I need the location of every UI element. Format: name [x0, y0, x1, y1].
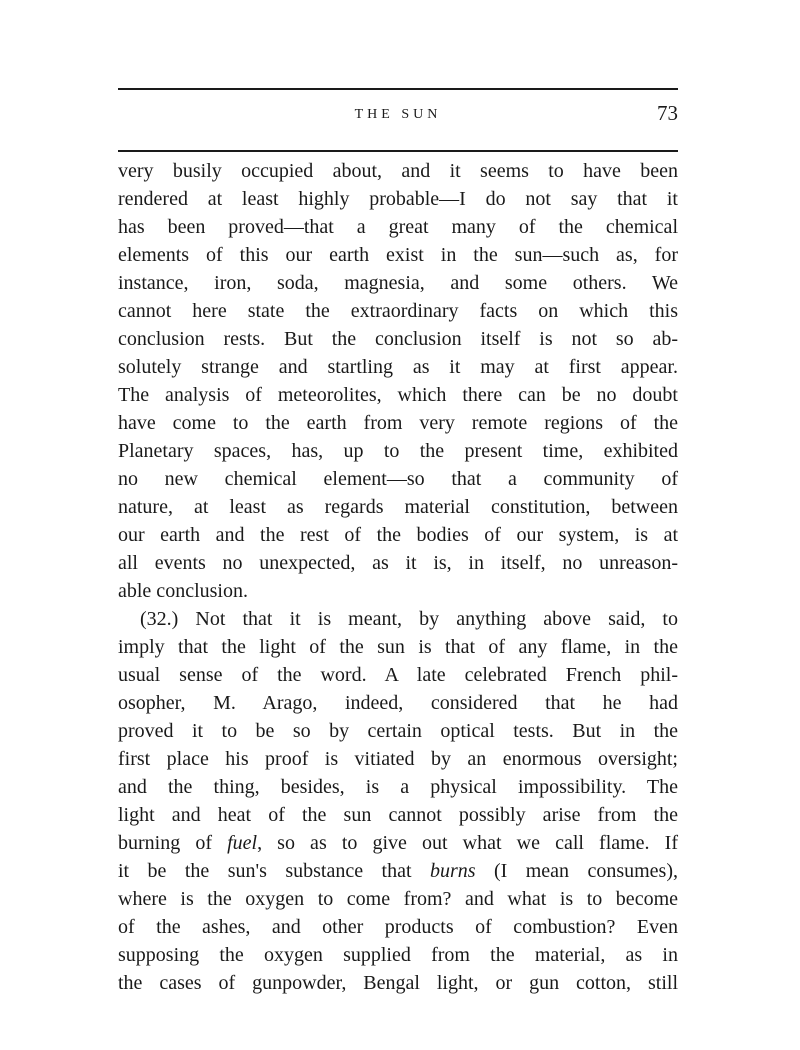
- text-line: imply that the light of the sun is that of any flame, in the: [118, 636, 678, 658]
- text-line: rendered at least highly probable—I do not say that it: [118, 188, 678, 210]
- text-line: solutely strange and startling as it may at first appear.: [118, 356, 678, 378]
- text-line: has been proved—that a great many of the chemical: [118, 216, 678, 238]
- text-line: proved it to be so by certain optical tests. But in the: [118, 720, 678, 742]
- text-line: supposing the oxygen supplied from the material, as in: [118, 944, 678, 966]
- text-line: have come to the earth from very remote regions of the: [118, 412, 678, 434]
- text-line: and the thing, besides, is a physical impossibility. The: [118, 776, 678, 798]
- page-number: 73: [657, 101, 678, 125]
- text-line: cannot here state the extraordinary facts on which this: [118, 300, 678, 322]
- text-line: nature, at least as regards material constitution, between: [118, 496, 678, 518]
- text-line: our earth and the rest of the bodies of our system, is at: [118, 524, 678, 546]
- text-line: usual sense of the word. A late celebrated French phil-: [118, 664, 678, 686]
- text-line: able conclusion.: [118, 580, 248, 602]
- text-line: light and heat of the sun cannot possibly arise from the: [118, 804, 678, 826]
- running-title: THE SUN: [354, 107, 442, 122]
- text-line: conclusion rests. But the conclusion itself is not so ab-: [118, 328, 678, 350]
- text-line: the cases of gunpowder, Bengal light, or gun cotton, still: [118, 972, 678, 994]
- text-line: osopher, M. Arago, indeed, considered that he had: [118, 692, 678, 714]
- text-line: where is the oxygen to come from? and what is to become: [118, 888, 678, 910]
- text-line: all events no unexpected, as it is, in itself, no unreason-: [118, 552, 678, 574]
- body-text: [118, 157, 678, 997]
- text-line: no new chemical element—so that a community of: [118, 468, 678, 490]
- text-line: instance, iron, soda, magnesia, and some others. We: [118, 272, 678, 294]
- header-rule-top: [118, 88, 678, 90]
- text-line: (32.) Not that it is meant, by anything above said, to: [140, 608, 678, 630]
- text-line: Planetary spaces, has, up to the present time, exhibited: [118, 440, 678, 462]
- text-line: first place his proof is vitiated by an enormous oversight;: [118, 748, 678, 770]
- text-line: of the ashes, and other products of combustion? Even: [118, 916, 678, 938]
- text-line: it be the sun's substance that burns (I mean consumes),: [118, 860, 679, 882]
- running-head: [118, 101, 678, 133]
- text-line: elements of this our earth exist in the sun—such as, for: [118, 244, 678, 266]
- text-line: The analysis of meteorolites, which there can be no doubt: [118, 384, 678, 406]
- header-rule-bottom: [118, 150, 678, 152]
- text-line: very busily occupied about, and it seems to have been: [118, 160, 678, 182]
- text-line: burning of fuel, so as to give out what we call flame. If: [118, 832, 678, 854]
